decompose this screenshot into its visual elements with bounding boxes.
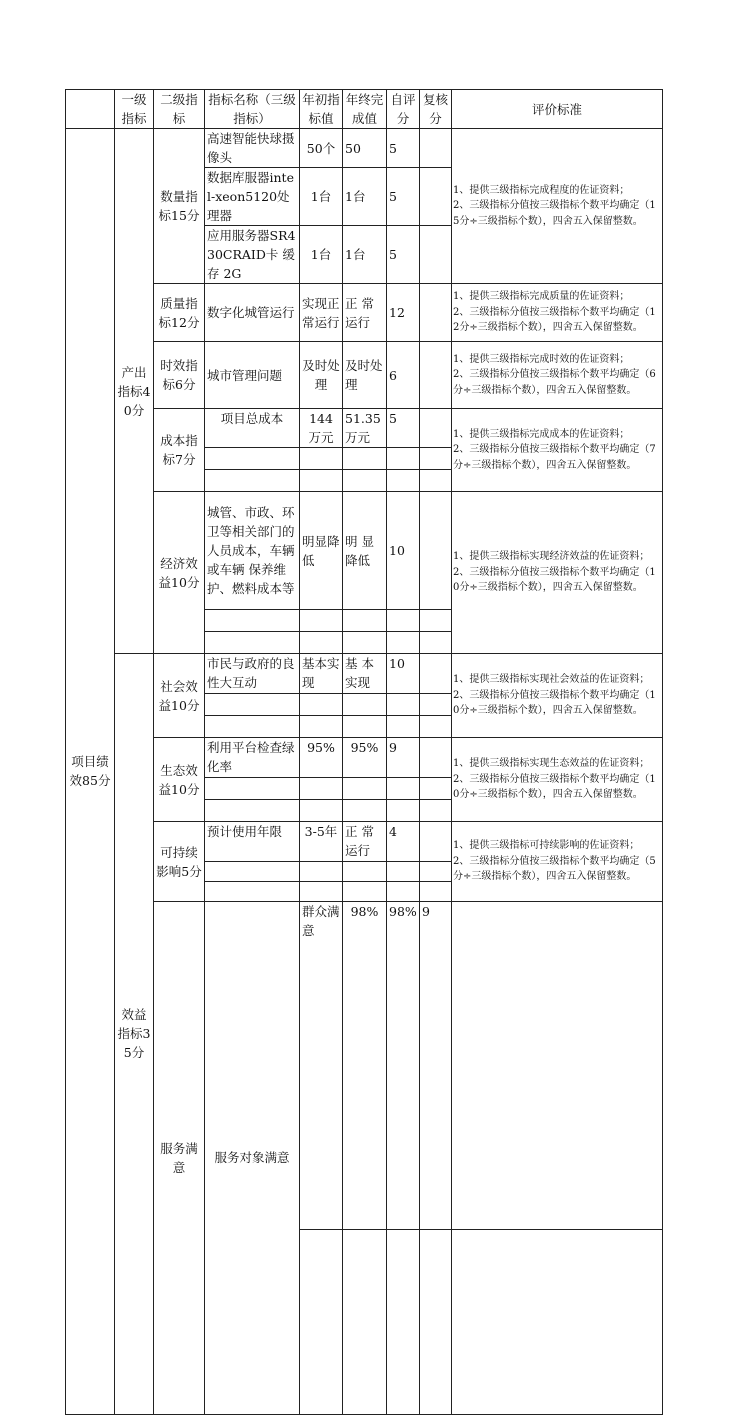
final-value: 及时处理 <box>343 342 387 409</box>
self-score: 6 <box>387 342 420 409</box>
empty-cell <box>420 800 452 822</box>
empty-cell <box>420 448 452 470</box>
initial-value: 及时处理 <box>300 342 343 409</box>
empty-cell <box>205 716 300 738</box>
empty-cell <box>343 448 387 470</box>
self-score: 9 <box>387 738 420 778</box>
empty-cell <box>420 716 452 738</box>
final-value: 正 常运行 <box>343 822 387 862</box>
review-score <box>420 168 452 226</box>
criteria-cell: 1、提供三级指标完成质量的佐证资料； 2、三级指标分值按三级指标个数平均确定（12分÷三级指标个数），四舍五入保留整数。 <box>452 284 663 342</box>
empty-cell <box>343 882 387 902</box>
empty-cell <box>387 694 420 716</box>
empty-cell <box>343 470 387 492</box>
cost-indicator-cell: 成本指标7分 <box>154 409 205 492</box>
indicator-name: 城市管理问题 <box>205 342 300 409</box>
header-initial: 年初指标值 <box>300 90 343 129</box>
empty-cell <box>387 882 420 902</box>
initial-value: 98% <box>343 902 387 1230</box>
empty-cell <box>343 694 387 716</box>
header-level2: 二级指标 <box>154 90 205 129</box>
indicator-name: 项目总成本 <box>205 409 300 448</box>
header-review: 复核分 <box>420 90 452 129</box>
empty-cell <box>420 470 452 492</box>
quantity-indicator-cell: 数量指标15分 <box>154 129 205 284</box>
blank-header-cell <box>66 90 115 129</box>
criteria-cell: 1、提供三级指标完成时效的佐证资料； 2、三级指标分值按三级指标个数平均确定（6分÷三级指标个数），四舍五入保留整数。 <box>452 342 663 409</box>
empty-cell <box>343 862 387 882</box>
empty-cell <box>205 610 300 632</box>
initial-value: 基本实现 <box>300 654 343 694</box>
indicator-name: 数据库服器intel-xeon5120处 理器 <box>205 168 300 226</box>
service-satisfaction-cell: 服务满意 <box>154 902 205 1415</box>
initial-value: 95% <box>300 738 343 778</box>
header-criteria: 评价标准 <box>452 90 663 129</box>
criteria-cell: 1、提供三级指标可持续影响的佐证资料； 2、三级指标分值按三级指标个数平均确定（5分÷三级指标个数），四舍五入保留整数。 <box>452 822 663 902</box>
empty-cell <box>420 632 452 654</box>
empty-cell <box>387 448 420 470</box>
empty-cell <box>205 862 300 882</box>
criteria-cell: 1、提供三级指标实现社会效益的佐证资料； 2、三级指标分值按三级指标个数平均确定（10分÷三级指标个数），四舍五入保留整数。 <box>452 654 663 738</box>
empty-cell <box>300 632 343 654</box>
sustainable-impact-cell: 可持续影响5分 <box>154 822 205 902</box>
empty-cell <box>420 862 452 882</box>
initial-value: 50个 <box>300 129 343 168</box>
self-score: 10 <box>387 492 420 610</box>
empty-cell <box>387 470 420 492</box>
ecological-benefit-cell: 生态效益10分 <box>154 738 205 822</box>
self-score: 5 <box>387 168 420 226</box>
empty-cell <box>300 778 343 800</box>
output-indicator-cell: 产出指标40分 <box>115 129 154 654</box>
final-value: 95% <box>343 738 387 778</box>
review-score <box>420 654 452 694</box>
criteria-cell: 1、提供三级指标完成程度的佐证资料； 2、三级指标分值按三级指标个数平均确定（15分÷三级指标个数），四舍五入保留整数。 <box>452 129 663 284</box>
empty-cell <box>205 470 300 492</box>
empty-cell <box>205 448 300 470</box>
review-score <box>420 129 452 168</box>
empty-cell <box>387 778 420 800</box>
criteria-cell: 1、提供三级指标实现经济效益的佐证资料； 2、三级指标分值按三级指标个数平均确定（10分÷三级指标个数），四舍五入保留整数。 <box>452 492 663 654</box>
indicator-name: 市民与政府的良性大互动 <box>205 654 300 694</box>
self-score: 5 <box>387 226 420 284</box>
self-score: 5 <box>387 409 420 448</box>
indicator-name: 群众满意 <box>300 902 343 1230</box>
empty-cell <box>300 1229 343 1414</box>
indicator-name: 高速智能快球摄像头 <box>205 129 300 168</box>
final-value: 1台 <box>343 226 387 284</box>
review-score <box>420 284 452 342</box>
project-performance-cell: 项目绩效85分 <box>66 129 115 1415</box>
self-score: 5 <box>387 129 420 168</box>
indicator-name: 数字化城管运行 <box>205 284 300 342</box>
empty-cell <box>420 882 452 902</box>
empty-cell <box>343 800 387 822</box>
review-score <box>420 409 452 448</box>
benefit-indicator-cell: 效益指标35分 <box>115 654 154 1415</box>
review-score <box>420 226 452 284</box>
quality-indicator-cell: 质量指标12分 <box>154 284 205 342</box>
initial-value: 1台 <box>300 168 343 226</box>
empty-cell <box>452 1229 663 1414</box>
empty-cell <box>300 694 343 716</box>
empty-cell <box>205 800 300 822</box>
service-object-cell: 服务对象满意 <box>205 902 300 1415</box>
empty-cell <box>387 862 420 882</box>
review-score <box>420 342 452 409</box>
empty-cell <box>300 716 343 738</box>
header-final: 年终完成值 <box>343 90 387 129</box>
empty-cell <box>205 882 300 902</box>
criteria-cell: 1、提供三级指标完成成本的佐证资料； 2、三级指标分值按三级指标个数平均确定（7分÷三级指标个数），四舍五入保留整数。 <box>452 409 663 492</box>
header-self: 自评分 <box>387 90 420 129</box>
initial-value: 144 万元 <box>300 409 343 448</box>
initial-value: 3-5年 <box>300 822 343 862</box>
timeliness-indicator-cell: 时效指标6分 <box>154 342 205 409</box>
empty-cell <box>343 778 387 800</box>
empty-cell <box>343 610 387 632</box>
empty-cell <box>343 1229 387 1414</box>
final-value: 50 <box>343 129 387 168</box>
self-score: 10 <box>387 654 420 694</box>
empty-cell <box>387 800 420 822</box>
empty-cell <box>343 632 387 654</box>
final-value: 98% <box>387 902 420 1230</box>
header-name: 指标名称（三级指标） <box>205 90 300 129</box>
review-score <box>420 492 452 610</box>
empty-cell <box>420 1229 452 1414</box>
empty-cell <box>387 1229 420 1414</box>
evaluation-table <box>65 89 663 1415</box>
empty-cell <box>300 882 343 902</box>
review-score <box>452 902 663 1230</box>
empty-cell <box>343 716 387 738</box>
final-value: 明 显降低 <box>343 492 387 610</box>
empty-cell <box>205 632 300 654</box>
empty-cell <box>387 716 420 738</box>
social-benefit-cell: 社会效益10分 <box>154 654 205 738</box>
empty-cell <box>420 778 452 800</box>
empty-cell <box>300 610 343 632</box>
review-score <box>420 738 452 778</box>
indicator-name: 利用平台检查绿化率 <box>205 738 300 778</box>
criteria-cell: 1、提供三级指标实现生态效益的佐证资料； 2、三级指标分值按三级指标个数平均确定（10分÷三级指标个数），四舍五入保留整数。 <box>452 738 663 822</box>
empty-cell <box>420 694 452 716</box>
self-score: 4 <box>387 822 420 862</box>
empty-cell <box>205 778 300 800</box>
empty-cell <box>205 694 300 716</box>
empty-cell <box>387 632 420 654</box>
empty-cell <box>387 610 420 632</box>
empty-cell <box>300 862 343 882</box>
initial-value: 明显降低 <box>300 492 343 610</box>
empty-cell <box>420 610 452 632</box>
empty-cell <box>300 448 343 470</box>
final-value: 51.35 万元 <box>343 409 387 448</box>
review-score <box>420 822 452 862</box>
initial-value: 实现正常运行 <box>300 284 343 342</box>
empty-cell <box>300 470 343 492</box>
self-score: 9 <box>420 902 452 1230</box>
indicator-name: 城管、市政、环卫等相关部门的人员成本，车辆或车辆 保养维护、燃料成本等 <box>205 492 300 610</box>
indicator-name: 预计使用年限 <box>205 822 300 862</box>
final-value: 基 本实现 <box>343 654 387 694</box>
economic-benefit-cell: 经济效益10分 <box>154 492 205 654</box>
empty-cell <box>300 800 343 822</box>
initial-value: 1台 <box>300 226 343 284</box>
indicator-name: 应用服务器SR430CRAID卡 缓存 2G <box>205 226 300 284</box>
header-level1: 一级指标 <box>115 90 154 129</box>
final-value: 正 常运行 <box>343 284 387 342</box>
final-value: 1台 <box>343 168 387 226</box>
self-score: 12 <box>387 284 420 342</box>
